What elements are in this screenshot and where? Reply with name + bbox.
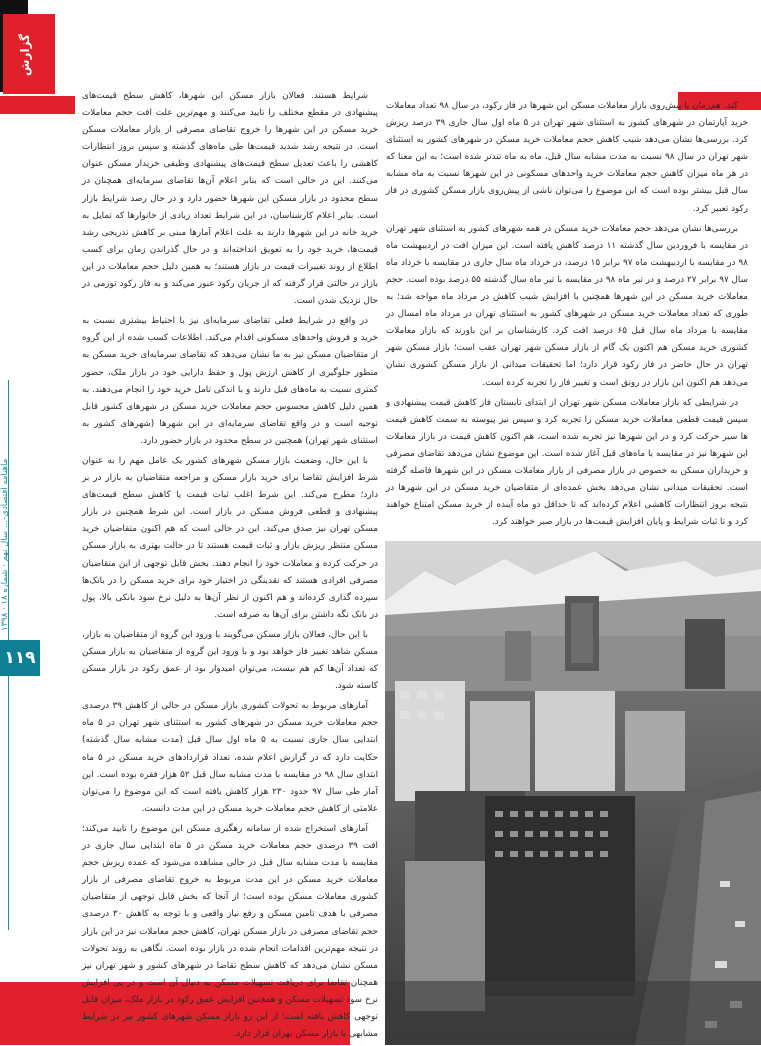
section-tab-label: گزارش <box>18 33 32 77</box>
article-column-left <box>82 88 378 1046</box>
city-skyline-illustration <box>385 541 761 1045</box>
paragraph: کند. هم‌زمان با پیش‌روی بازار معاملات مسکن این شهرها در فاز رکود، در سال ۹۸ تعداد معاملات خرید آپارتمان در شهرهای کشور به استثنای شهر تهران در ۵ ماه اول سال جاری ۳۹ درصد ریزش کرد. بررسی‌ها نشان می‌دهد شیب کاهش حجم معاملات خرید مسکن در شهرهای کشور به استثنای شهر تهران در سال ۹۸ نسبت به مدت مشابه سال قبل، ماه به ماه تندتر شده است؛ به این معنا که در هر ماه میزان کاهش حجم معاملات خرید واحدهای مسکونی در این شهرها نسبت به ماه مشابه سال قبل بیشتر بوده است که این موضوع را می‌توان ناشی از پیش‌روی بازار مسکن کشوری در فاز رکود تعبیر کرد. <box>386 101 748 214</box>
page-number: ۱۱۹ <box>0 640 40 676</box>
paragraph: با این حال، فعالان بازار مسکن می‌گویند با ورود این گروه از متقاضیان به بازار، مسکن شاهد تغییر فاز خواهد بود و با ورود این گروه از متقاضیان به بازار مسکن که تعداد آن‌ها کم هم نیست، می‌توان امیدوار بود از عمق رکود در بازار مسکن کاسته شود. <box>82 629 378 692</box>
paragraph: شرایط هستند. فعالان بازار مسکن این شهرها، کاهش سطح قیمت‌های پیشنهادی در مقطع مختلف را تایید می‌کنند و مهم‌ترین علت افت حجم معاملات خرید مسکن در این شهرها را خروج تقاضای مصرفی از بازار معاملات مسکن است. در نتیجه رشد شدید قیمت‌ها طی ماه‌های گذشته و سپس بروز انتظارات کاهشی را باعث تعدیل سطح قیمت‌های پیشنهادی وظیفی خریدار مسکن عنوان می‌کنند. این در حالی است که بنابر اعلام آن‌ها تقاضای سرمایه‌ای همچنان در سطح محدود در بازار مسکن این شهرها حضور دارد و در حال رصد شرایط بازار است. بنابر اعلام کارشناسان، در این شرایط تعداد زیادی از خانوارها که تمایل به خرید خانه در این شهرها دارند به علت اعلام آمارها مبنی بر کاهش تدریجی رشد قیمت‌ها، خرید خود را به تعویق انداخته‌اند و در حال گذراندن زمان برای کسب اطلاع از روند تغییرات قیمت در بازار هستند؛ به همین دلیل حجم معاملات در این بازار در حالتی قرار گرفته که از جریان رکود عبور می‌کند و به فاز رکود تورمی در حال نزدیک شدن است. <box>82 91 378 307</box>
magazine-side-label: ماهنامه اقتصادی-… سال نهم · شماره ۱۸ · ۱۳۹۸ <box>0 458 10 632</box>
city-photo <box>385 541 761 1045</box>
paragraph: آمارهای مربوط به تحولات کشوری بازار مسکن در حالی از کاهش ۳۹ درصدی حجم معاملات خرید مسکن در شهرهای کشور به استثنای شهر تهران در ۵ ماه ابتدایی سال جاری نسبت به ۵ ماه اول سال قبل (مدت مشابه سال گذشته) حکایت دارد که در گزارش اعلام شده، تعداد قراردادهای خرید مسکن در ۵ ماه ابتدای سال ۹۸ در مقایسه با مدت مشابه سال قبل ۵۲ هزار فقره بوده است. این آمار طی سال ۹۷ حدود ۲۳۰ هزار کاهش یافته است که این موضوع را می‌توان علامتی از کاهش حجم معاملات خرید مسکن در این مدت دانست. <box>82 701 379 814</box>
paragraph: بررسی‌ها نشان می‌دهد حجم معاملات خرید مسکن در همه شهرهای کشور به استثنای شهر تهران در مقایسه با فروردین سال گذشته ۱۱ درصد کاهش یافته است. این میزان افت در اردیبهشت ماه ۹۸ در مقایسه با اردیبهشت ماه ۹۷ برابر ۱۵ درصد، در خرداد ماه سال جاری در مقایسه با خرداد ماه سال ۹۷ برابر ۲۷ درصد و در تیر ماه ۹۸ در مقایسه با تیر ماه سال گذشته ۵۵ درصد بوده است. حجم معاملات خرید مسکن در این شهرها همچنین با افزایش شیب کاهش در مرداد ماه مواجه شد؛ به طوری که تعداد معاملات خرید مسکن در شهرهای کشور به استثنای تهران در مرداد ماه امسال در مقایسه با مرداد ماه سال قبل ۶۵ درصد افت کرد. کارشناسان بر این باورند که بازار معاملات کشوری خرید مسکن هم اکنون یک گام از بازار مسکن شهر تهران عقب است؛ بازار مسکن شهر تهران در حال حاضر در فاز رکود قرار دارد؛ اما تحقیقات میدانی از بازار مسکن کشوری نشان می‌دهد هم اکنون این بازار در رونق است و تغییر فاز را تجربه کرده است. <box>386 223 749 388</box>
red-marker-left <box>0 96 75 114</box>
paragraph: با این حال، وضعیت بازار مسکن شهرهای کشور یک عامل مهم را به عنوان شرط افزایش تقاضا برای خرید بازار مسکن و مراجعه متقاضیان به بازار در بر دارد؛ مطرح می‌کند. این شرط اغلب ثبات قیمت یا کاهش سطح قیمت‌های پیشنهادی و قطعی فروش مسکن در بازار است. این شرط همچنین در بازار مسکن تهران نیز صدق می‌کند. این در حالی است که هم اکنون متقاضیان خرید مسکن منتظر ریزش بازار و ثبات قیمت هستند تا در حالت بهتری به بازار مسکن در حرکت کرده و معاملات خود را انجام دهند. بخش قابل توجهی از این متقاضیان مصرفی افرادی هستند که نقدینگی در اختیار خود برای خرید مسکن را در بانک‌ها سپرده گذاری کرده‌اند و هم اکنون از نظر آن‌ها به دلیل نرخ سود بانکی بالا، پول در بانک نگه داشتن برای آن‌ها به صرفه است. <box>82 455 378 620</box>
article-column-right <box>386 98 748 534</box>
paragraph: آمارهای استخراج شده از سامانه رهگیری مسکن این موضوع را تایید می‌کند؛ افت ۳۹ درصدی حجم معاملات خرید مسکن در ۵ ماه ابتدایی سال جاری در مقایسه با مدت مشابه سال قبل در حالی مشاهده می‌شود که عمده ریزش حجم معاملات خرید مسکن در این مدت مربوط به خروج تقاضای مصرفی از بازار کشوری معاملات مسکن بوده است؛ از آنجا که بخش قابل توجهی از متقاضیان مصرفی با هدف تامین مسکن و رفع نیاز واقعی و با توجه به کاهش ۳۰ درصدی حجم تقاضای مصرفی در بازار مسکن تهران، کاهش حجم معاملات نیز در این بازار در نتیجه مهم‌ترین اقدامات انجام شده در بازار بوده است. نگاهی به روند تحولات مسکن نشان می‌دهد که کاهش سطح تقاضا در شهرهای کشور و شهر تهران نیز همچنان تقاضا برای دریافت تسهیلات مسکن به دنبال آن است و در پی افزایش نرخ سود تسهیلات مسکن و همچنین افزایش عمق رکود در بازار ملک، میزان قابل توجهی کاهش یافته است؛ از این رو بازار مسکن شهرهای کشور نیز در شرایط مشابهی با بازار مسکن تهران قرار دارد. <box>82 823 378 1040</box>
paragraph: در واقع در شرایط فعلی تقاضای سرمایه‌ای نیز با احتیاط بیشتری نسبت به خرید و فروش واحدهای مسکونی اقدام می‌کند. اطلاعات کسب شده از این گروه از متقاضیان مسکن نیز به ما نشان می‌دهد که تقاضای سرمایه‌ای خرید مسکن به منظور جلوگیری از کاهش ارزش پول و حفظ دارایی خود در بازار ملک، حضور کمتری نسبت به ماه‌های قبل دارند و با اندکی تامل خرید خود را انجام می‌دهند. به همین دلیل کاهش محسوس حجم معاملات خرید مسکن در شهرهای کشور قابل توجیه است و در واقع تقاضای سرمایه‌ای در این شهرها (شهرهای کشور به استثنای شهر تهران) همچنین در سطح محدود در بازار حضور دارد. <box>82 316 378 446</box>
paragraph: در شرایطی که بازار معاملات مسکن شهر تهران از ابتدای تابستان فاز کاهش قیمت پیشنهادی و سپس قیمت قطعی معاملات خرید مسکن را تجربه کرد و سپس نیز پیوسته به سمت کاهش قیمت ها سیر حرکت کرد و در این شهرها نیز تجربه شده است، هم اکنون کاهش قیمت در بازار معاملات این شهرها نیز در مقایسه با ماه‌های قبل آغاز شده است. این موضوع نشان می‌دهد تقاضای مصرفی و خریداران مسکن به خصوص در بازار مصرفی از بازار معاملات مسکن در این شهرها فاصله گرفته است. تحقیقات میدانی نشان می‌دهد بخش عمده‌ای از متقاضیان خرید مسکن در این شهرها در نتیجه بروز انتظارات کاهشی اعلام کرده‌اند که تا حداقل دو ماه آینده از خرید مسکن امتناع خواهند کرد و تا ثبات شرایط و پایان افزایش قیمت‌ها در بازار صبر خواهند کرد. <box>386 397 748 528</box>
